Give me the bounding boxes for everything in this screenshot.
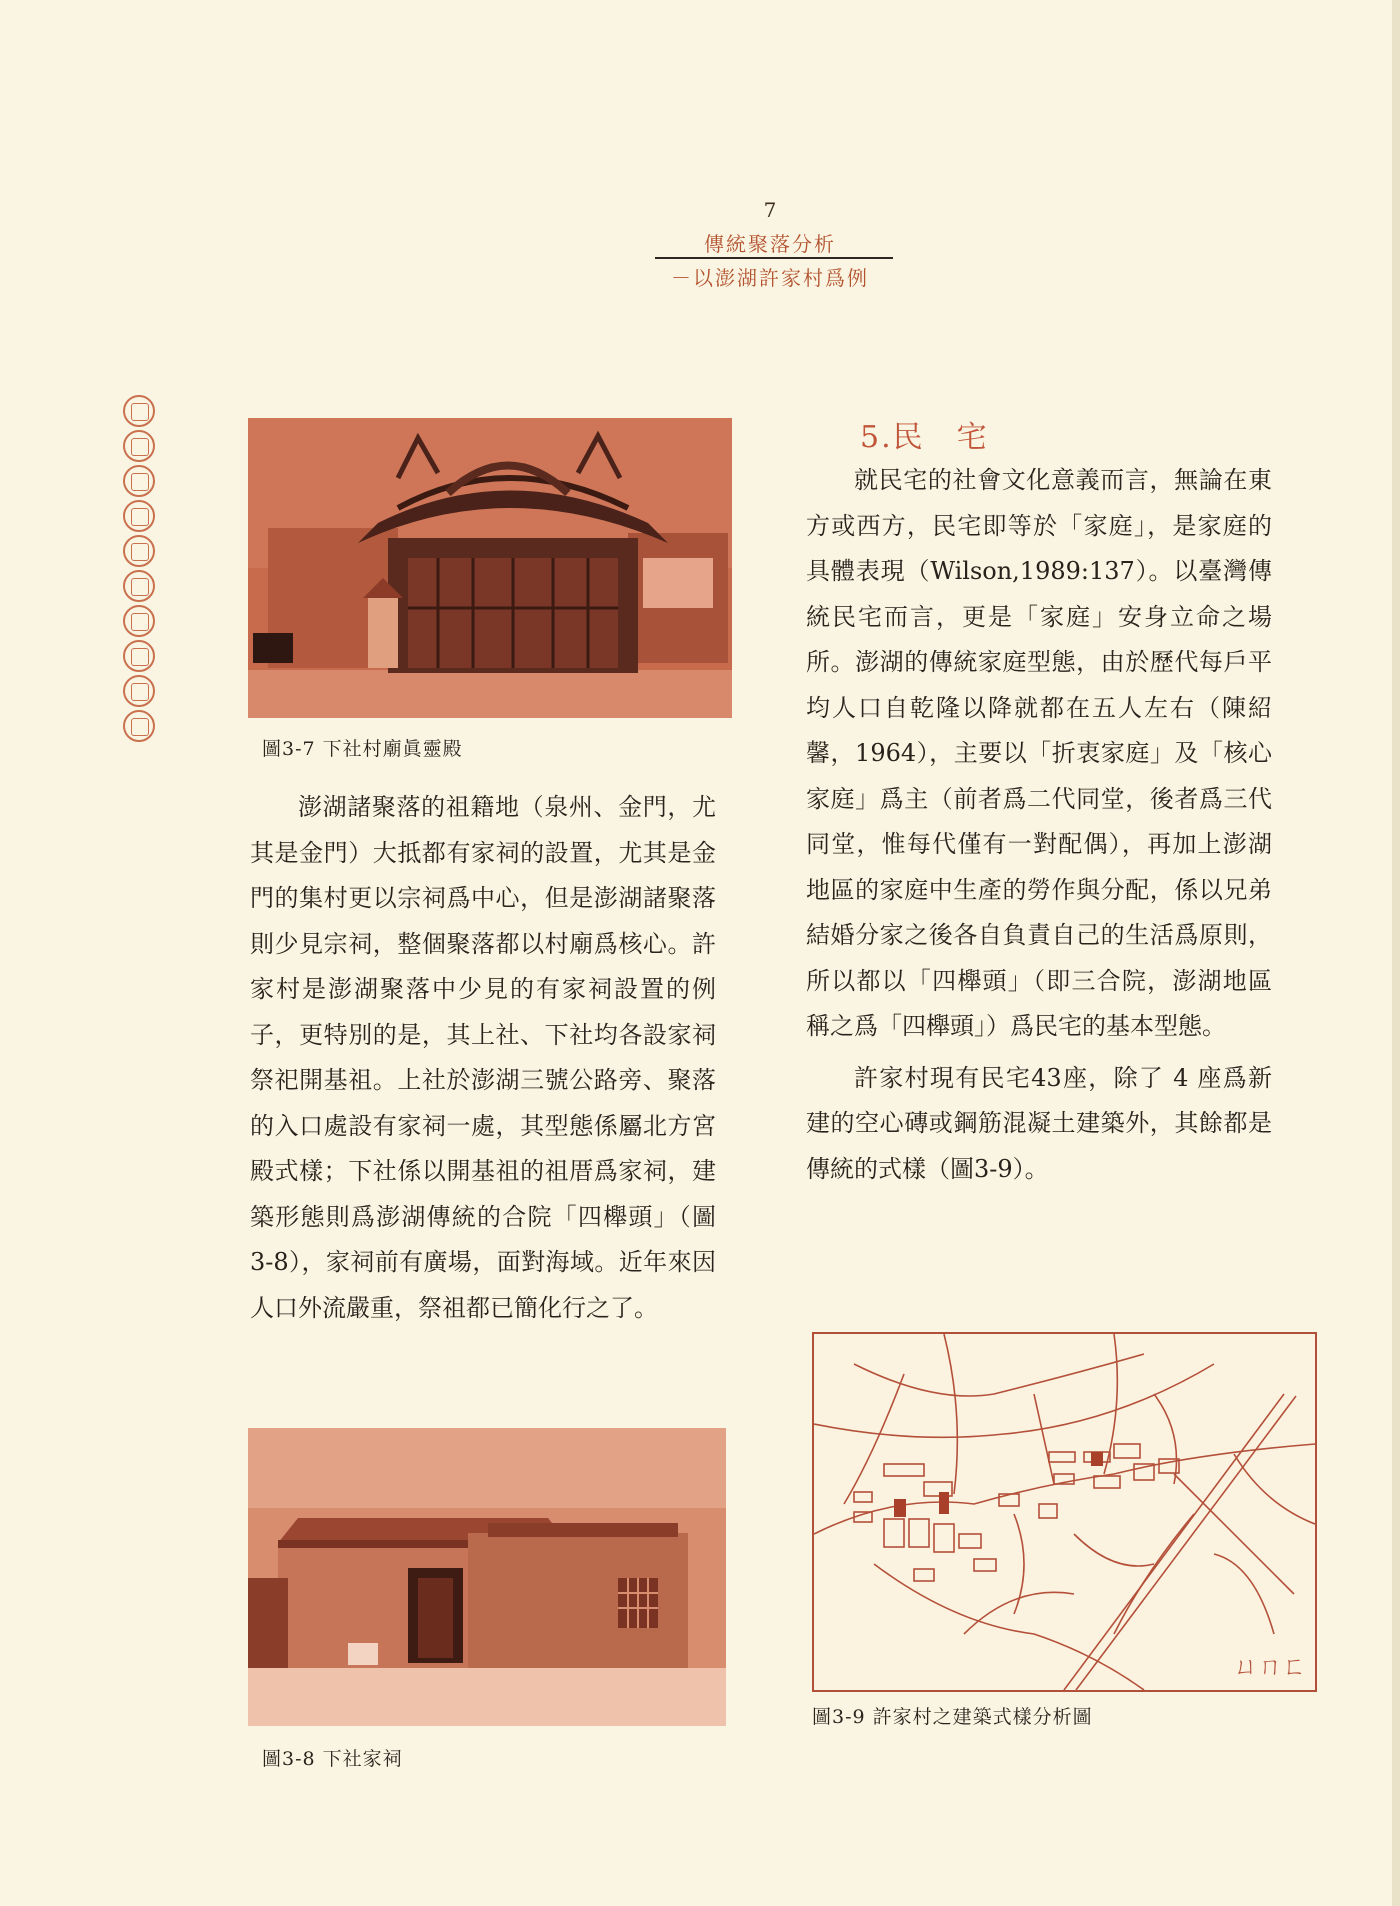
seal-icon <box>123 675 155 707</box>
seal-icon <box>123 535 155 567</box>
figure-3-8-caption: 圖3-8 下社家祠 <box>262 1748 403 1770</box>
running-title: 傳統聚落分析 <box>704 232 836 256</box>
seal-icon <box>123 465 155 497</box>
header-rule <box>655 257 893 259</box>
seal-icon <box>123 570 155 602</box>
ancestral-hall-photo <box>248 1428 726 1726</box>
map-label: ㄩㄇㄈ <box>1234 1652 1306 1680</box>
seal-icon <box>123 430 155 462</box>
left-paragraph: 澎湖諸聚落的祖籍地（泉州、金門，尤其是金門）大抵都有家祠的設置，尤其是金門的集村更以宗祠爲中心，但是澎湖諸聚落則少見宗祠，整個聚落都以村廟爲核心。許家村是澎湖聚落中少見的有家祠設置的例子，更特別的是，其上社、下社均各設家祠祭祀開基祖。上社於澎湖三號公路旁、聚落的入口處設有家祠一處，其型態係屬北方宮殿式樣；下社係以開基祖的祖厝爲家祠，建築形態則爲澎湖傳統的合院「四櫸頭」（圖3-8），家祠前有廣場，面對海域。近年來因人口外流嚴重，祭祖都已簡化行之了。 <box>250 793 716 1322</box>
seal-icon <box>123 500 155 532</box>
section-heading: 5.民 宅 <box>860 420 989 455</box>
running-subtitle: －以澎湖許家村爲例 <box>671 266 869 290</box>
seal-icon <box>123 605 155 637</box>
right-column-text <box>806 458 1272 1192</box>
figure-3-7-caption: 圖3-7 下社村廟眞靈殿 <box>262 738 463 760</box>
village-map <box>814 1334 1315 1690</box>
temple-photo <box>248 418 732 718</box>
seal-icon <box>123 640 155 672</box>
village-map-figure <box>812 1332 1317 1692</box>
page-edge <box>1392 0 1400 1906</box>
right-paragraph-1: 就民宅的社會文化意義而言，無論在東方或西方，民宅即等於「家庭」，是家庭的具體表現（Wilson,1989:137）。以臺灣傳統民宅而言，更是「家庭」安身立命之場所。澎湖的傳統家庭型態，由於歷代每戶平均人口自乾隆以降就都在五人左右（陳紹馨，1964），主要以「折衷家庭」及「核心家庭」爲主（前者爲二代同堂，後者爲三代同堂，惟每代僅有一對配偶），再加上澎湖地區的家庭中生產的勞作與分配，係以兄弟結婚分家之後各自負責自己的生活爲原則，所以都以「四櫸頭」（即三合院，澎湖地區稱之爲「四櫸頭」）爲民宅的基本型態。 <box>806 466 1272 1040</box>
page-number: 7 <box>763 198 777 222</box>
seal-icon <box>123 395 155 427</box>
figure-3-9-caption: 圖3-9 許家村之建築式樣分析圖 <box>812 1706 1093 1728</box>
decorative-seal-column <box>122 395 160 745</box>
seal-icon <box>123 710 155 742</box>
left-column-text <box>250 785 716 1331</box>
right-paragraph-2: 許家村現有民宅43座，除了 4 座爲新建的空心磚或鋼筋混凝土建築外，其餘都是傳統的式樣（圖3-9）。 <box>806 1063 1272 1183</box>
